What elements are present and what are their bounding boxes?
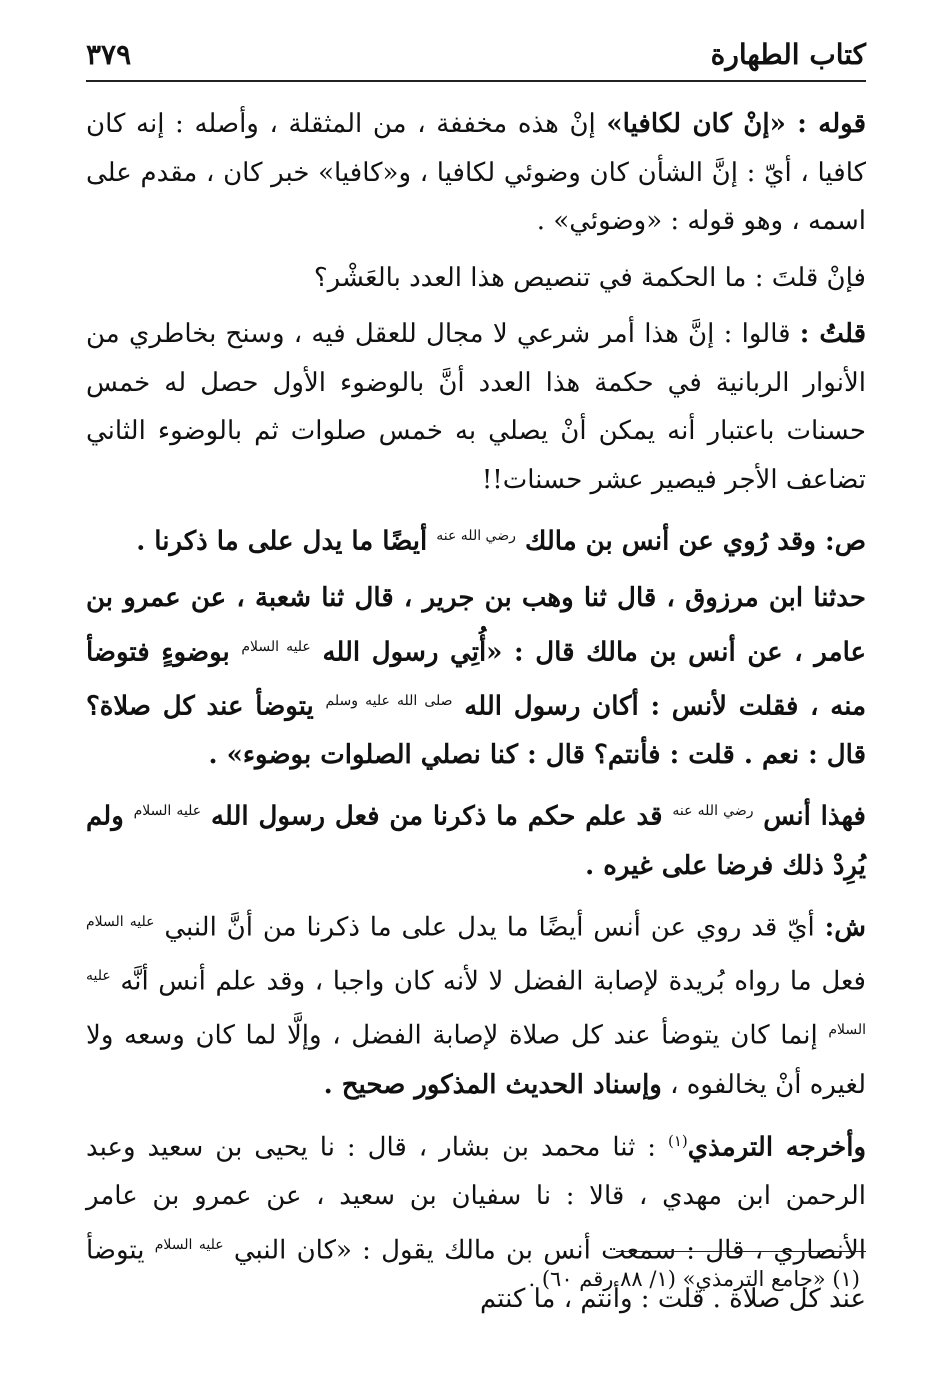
paragraph-text: ولم يُرِدْ ذلك فرضا على غيره . [86,802,866,881]
paragraph-text-bold: وإسناد الحديث المذكور صحيح . [323,1069,662,1100]
paragraph-2 [86,254,866,303]
paragraph-5 [86,574,866,779]
paragraph-lead: قوله : «إنْ كان لكافيا» [606,109,866,139]
paragraph-text: فعل ما رواه بُريدة لإصابة الفضل لا لأنه كان واجبا ، وقد علم أنس أنَّه [120,966,866,997]
paragraph-lead: ش: [824,912,866,943]
honorific-symbol: عليه السلام [86,968,866,1039]
footnote-marker[interactable]: (١) [668,1132,688,1151]
paragraph-3 [86,310,866,504]
paragraph-text: فإنْ قلتَ : ما الحكمة في تنصيص هذا العدد بالعَشْر؟ [313,262,866,293]
paragraph-text: يتوضأ عند كل صلاة . قلت : وأنتم ، ما كنتم [86,1235,866,1314]
paragraph-text: بوضوءٍ فتوضأ منه ، فقلت لأنس : أكان رسول الله [86,637,867,722]
paragraph-4 [86,512,866,566]
paragraph-text: إنْ هذه مخففة ، من المثقلة ، وأصله : إنه كان كافيا ، أيّ : إنَّ الشأن كان وضوئي لكافيا ، و«كافيا» خبر كان ، مقدم على اسمه ، وهو قوله : «وضوئي» . [86,109,866,236]
honorific-symbol: عليه السلام [154,1236,224,1253]
paragraph-text: فهذا أنس [763,802,866,833]
paragraph-text: يتوضأ عند كل صلاة؟ قال : نعم . قلت : فأنتم؟ قال : كنا نصلي الصلوات بوضوء» . [86,691,866,770]
paragraph-7 [86,898,866,1109]
page-body [86,100,866,1331]
paragraph-6 [86,787,866,890]
page-number: ٣٧٩ [86,38,132,71]
paragraph-text: قالوا : إنَّ هذا أمر شرعي لا مجال للعقل فيه ، وسنح بخاطري من الأنوار الربانية في حكمة هذا العدد أنَّ بالوضوء الأول حصل له خمس حسنات باعتبار أنه يمكن أنْ يصلي به خمس صلوات ثم بالوضوء الثاني تضاعف الأجر فيصير عشر حسنات!! [86,319,866,495]
book-page [86,0,866,1382]
paragraph-text: قد علم حكم ما ذكرنا من فعل رسول الله [210,802,673,833]
honorific-symbol: صلى الله عليه وسلم [325,692,453,709]
paragraph-1 [86,100,866,246]
paragraph-lead: قلتُ : [799,319,866,349]
footnote: (١) «جامع الترمذي» (١/ ٨٨ رقم ٦٠) . [528,1267,860,1291]
header-divider [86,80,866,82]
chapter-title: كتاب الطهارة [710,38,866,71]
paragraph-text: أيّ قد روي عن أنس أيضًا ما يدل على ما ذكرنا من أنَّ النبي [164,912,825,943]
honorific-symbol: عليه السلام [241,638,311,655]
honorific-symbol: رضي الله عنه [436,528,516,544]
footnote-divider [616,1251,866,1252]
paragraph-lead: وأخرجه الترمذي [687,1132,866,1163]
honorific-symbol: عليه السلام [86,914,155,931]
paragraph-text: حدثنا ابن مرزوق ، قال ثنا وهب بن جرير ، قال ثنا شعبة ، عن عمرو بن عامر ، عن أنس بن مالك قال : «أُتِي رسول الله [86,583,867,668]
paragraph-text: أيضًا ما يدل على ما ذكرنا . [136,526,437,557]
honorific-symbol: عليه السلام [133,803,202,820]
paragraph-text: : ثنا محمد بن بشار ، قال : نا يحيى بن سعيد وعبد الرحمن ابن مهدي ، قالا : نا سفيان بن سعيد ، عن عمرو بن عامر الأنصاري ، قال : سمعت أنس بن مالك يقول : «كان النبي [86,1132,866,1266]
honorific-symbol: رضي الله عنه [672,803,754,820]
running-header [86,36,866,80]
paragraph-text: ص: وقد رُوي عن أنس بن مالك [524,526,866,557]
paragraph-text: إنما كان يتوضأ عند كل صلاة لإصابة الفضل ، وإلَّا لما كان وسعه ولا لغيره أنْ يخالفوه ، [86,1021,866,1100]
